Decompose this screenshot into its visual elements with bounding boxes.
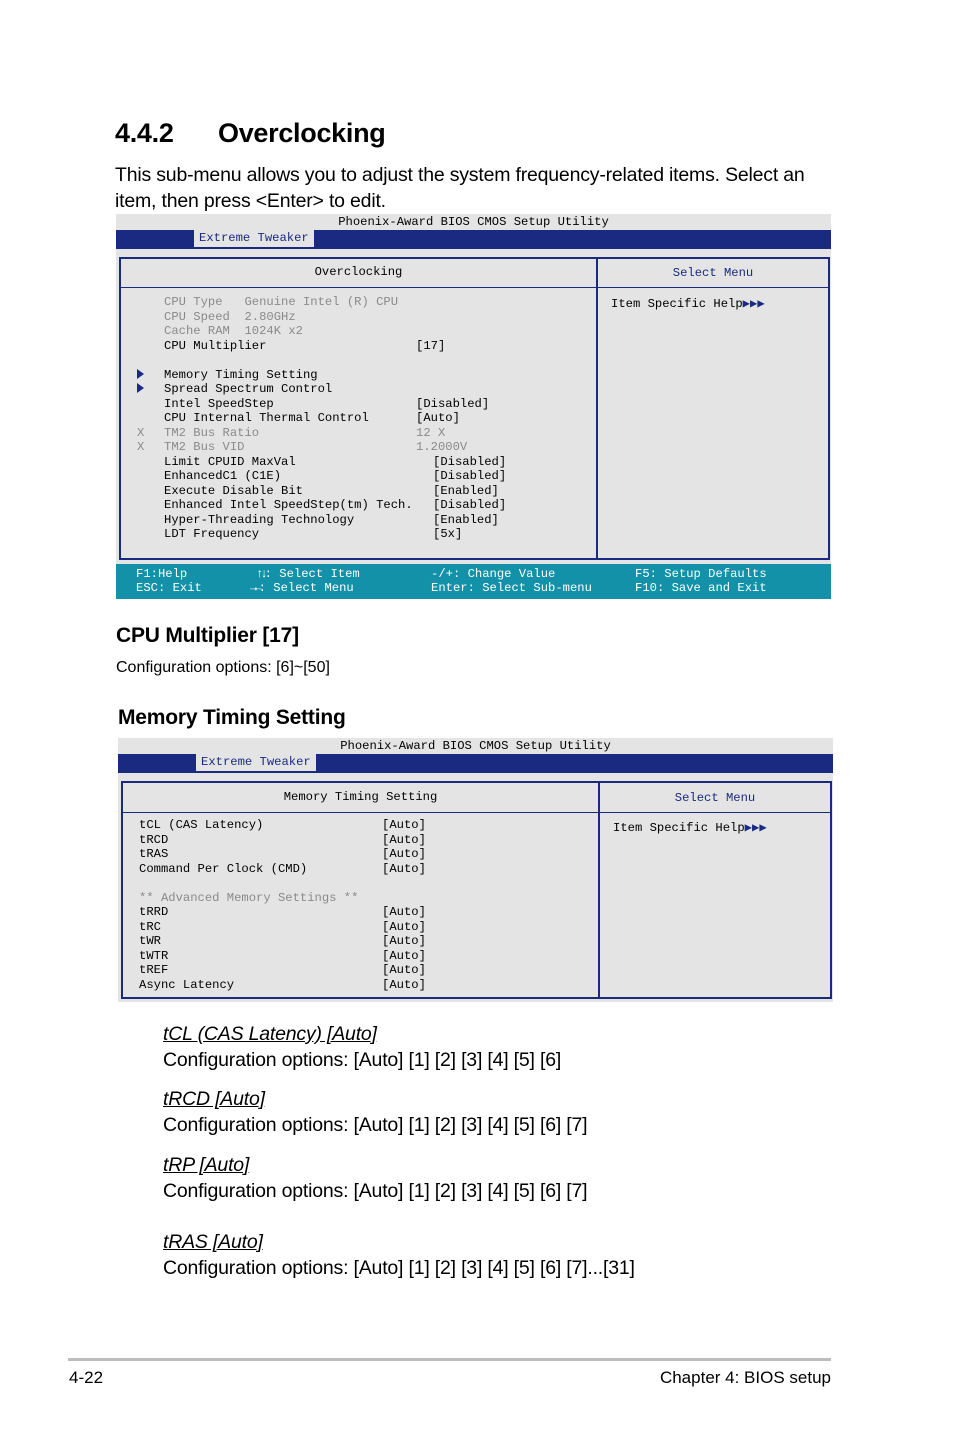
tab-extreme-tweaker[interactable]: Extreme Tweaker <box>194 230 314 247</box>
setting-label[interactable]: CPU Multiplier <box>164 338 267 353</box>
setting-label: TM2 Bus VID <box>164 440 245 454</box>
setting-label: Cache RAM 1024K x2 <box>164 324 303 338</box>
setting-value[interactable]: [17] <box>416 338 446 353</box>
bios-tab-bar <box>118 754 833 773</box>
setting-value[interactable]: [Auto] <box>382 861 426 876</box>
key-help: F1:Help <box>136 567 188 581</box>
key-select-submenu: Enter: Select Sub-menu <box>431 581 592 595</box>
tab-extreme-tweaker[interactable]: Extreme Tweaker <box>196 754 316 771</box>
triple-right-arrow-icon: ▶▶▶ <box>744 821 767 835</box>
item-specific-help <box>611 297 765 312</box>
setting-value[interactable]: [Auto] <box>382 977 426 992</box>
setting-value[interactable]: [Auto] <box>382 832 426 847</box>
setting-value[interactable]: [Auto] <box>382 905 426 919</box>
bios-main-panel <box>119 257 830 560</box>
page-number: 4-22 <box>69 1368 104 1387</box>
option-config: Configuration options: [Auto] [1] [2] [3] [4] [5] [6] [7] <box>163 1180 588 1202</box>
panel-title: Memory Timing Setting <box>283 790 438 804</box>
footer-rule <box>68 1358 831 1361</box>
setting-value[interactable]: [Auto] <box>382 948 426 963</box>
bios-tab-bar <box>116 230 831 249</box>
disabled-marker: X <box>137 440 145 454</box>
setting-label[interactable]: tWTR <box>139 948 169 963</box>
option-tcl <box>163 1021 561 1073</box>
setting-label[interactable]: tRCD <box>139 832 169 847</box>
section-title: Overclocking <box>218 118 386 148</box>
option-title: tRP [Auto] <box>163 1154 250 1176</box>
setting-value[interactable]: [Auto] <box>382 818 426 832</box>
setting-label: CPU Speed 2.80GHz <box>164 309 296 324</box>
chapter-label: Chapter 4: BIOS setup <box>659 1368 831 1387</box>
key-select-menu <box>250 581 354 596</box>
setting-label[interactable]: tRAS <box>139 847 169 861</box>
disabled-marker: X <box>137 425 145 440</box>
right-left-arrow-icon: →← <box>250 581 259 595</box>
help-label: Item Specific Help <box>611 297 743 311</box>
memory-timing-heading: Memory Timing Setting <box>118 706 346 729</box>
setting-label: CPU Type Genuine Intel (R) CPU <box>164 295 399 309</box>
option-title: tCL (CAS Latency) [Auto] <box>163 1023 377 1045</box>
submenu-arrow-icon <box>137 368 144 383</box>
setting-label[interactable]: Spread Spectrum Control <box>164 382 333 396</box>
option-trp <box>163 1152 587 1204</box>
setting-label: TM2 Bus Ratio <box>164 425 260 440</box>
setting-value: 12 X <box>416 425 446 440</box>
key-setup-defaults: F5: Setup Defaults <box>635 567 767 581</box>
option-trcd <box>163 1086 587 1138</box>
setting-value[interactable]: [Disabled] <box>433 454 507 469</box>
option-title: tRCD [Auto] <box>163 1088 265 1110</box>
setting-value[interactable]: [Disabled] <box>416 396 490 411</box>
setting-label[interactable]: tCL (CAS Latency) <box>139 818 264 832</box>
setting-value[interactable]: [Disabled] <box>433 469 507 483</box>
section-heading <box>115 118 385 149</box>
up-down-arrow-icon: ↑↓ <box>256 567 265 581</box>
help-label: Item Specific Help <box>613 821 745 835</box>
bios-screen-overclocking <box>116 214 831 599</box>
key-select-item <box>256 567 360 582</box>
key-exit: ESC: Exit <box>136 581 202 595</box>
setting-label[interactable]: Execute Disable Bit <box>164 483 303 498</box>
submenu-arrow-icon <box>137 382 144 397</box>
key-change-value: -/+: Change Value <box>431 567 556 581</box>
setting-label[interactable]: Hyper-Threading Technology <box>164 512 355 527</box>
setting-value[interactable]: [Auto] <box>382 847 426 861</box>
bios-screen-memory-timing <box>118 738 833 1002</box>
setting-label[interactable]: Async Latency <box>139 977 235 992</box>
setting-value[interactable]: [Auto] <box>416 411 460 425</box>
select-menu-title: Select Menu <box>672 266 754 280</box>
setting-value[interactable]: [Disabled] <box>433 498 507 512</box>
section-label: ** Advanced Memory Settings ** <box>139 890 359 905</box>
setting-value[interactable]: [Enabled] <box>433 512 499 527</box>
key-select-menu-label: : Select Menu <box>258 581 354 595</box>
bios-title: Phoenix-Award BIOS CMOS Setup Utility <box>340 739 611 753</box>
key-save-exit: F10: Save and Exit <box>635 581 767 595</box>
setting-label[interactable]: Intel SpeedStep <box>164 396 274 411</box>
bios-key-legend <box>116 564 831 599</box>
setting-value[interactable]: [5x] <box>433 527 463 541</box>
option-config: Configuration options: [Auto] [1] [2] [3] [4] [5] [6] [7]...[31] <box>163 1257 635 1279</box>
option-tras <box>163 1229 635 1281</box>
select-menu-title: Select Menu <box>674 791 756 805</box>
setting-label[interactable]: tRRD <box>139 905 169 919</box>
option-config: Configuration options: [Auto] [1] [2] [3] [4] [5] [6] [7] <box>163 1114 588 1136</box>
setting-label[interactable]: Memory Timing Setting <box>164 367 318 382</box>
panel-title: Overclocking <box>314 265 403 279</box>
cpu-multiplier-config: Configuration options: [6]~[50] <box>116 659 330 676</box>
intro-paragraph: This sub-menu allows you to adjust the system frequency-related items. Select an item, then press <Enter> to edit. <box>115 164 805 212</box>
option-title: tRAS [Auto] <box>163 1231 263 1253</box>
item-specific-help <box>613 821 767 836</box>
cpu-multiplier-heading: CPU Multiplier [17] <box>116 624 299 647</box>
section-number: 4.4.2 <box>115 118 174 148</box>
setting-label[interactable]: EnhancedC1 (C1E) <box>164 469 282 483</box>
setting-label[interactable]: tWR <box>139 934 161 948</box>
setting-value: 1.2000V <box>416 440 468 454</box>
setting-label[interactable]: tREF <box>139 963 169 977</box>
setting-value[interactable]: [Auto] <box>382 934 426 948</box>
bios-main-panel <box>121 781 832 999</box>
key-select-item-label: : Select Item <box>264 567 360 581</box>
setting-label[interactable]: tRC <box>139 919 161 934</box>
triple-right-arrow-icon: ▶▶▶ <box>742 297 765 311</box>
setting-label[interactable]: Limit CPUID MaxVal <box>164 454 296 469</box>
setting-value[interactable]: [Auto] <box>382 963 426 977</box>
setting-value[interactable]: [Auto] <box>382 919 426 934</box>
setting-label[interactable]: Enhanced Intel SpeedStep(tm) Tech. <box>164 498 413 512</box>
triangle-right-icon <box>137 369 144 379</box>
setting-value[interactable]: [Enabled] <box>433 483 499 498</box>
setting-label[interactable]: LDT Frequency <box>164 527 260 541</box>
triangle-right-icon <box>137 383 144 393</box>
option-config: Configuration options: [Auto] [1] [2] [3] [4] [5] [6] <box>163 1049 562 1071</box>
setting-label[interactable]: Command Per Clock (CMD) <box>139 861 308 876</box>
setting-label[interactable]: CPU Internal Thermal Control <box>164 411 369 425</box>
bios-title: Phoenix-Award BIOS CMOS Setup Utility <box>338 215 609 229</box>
